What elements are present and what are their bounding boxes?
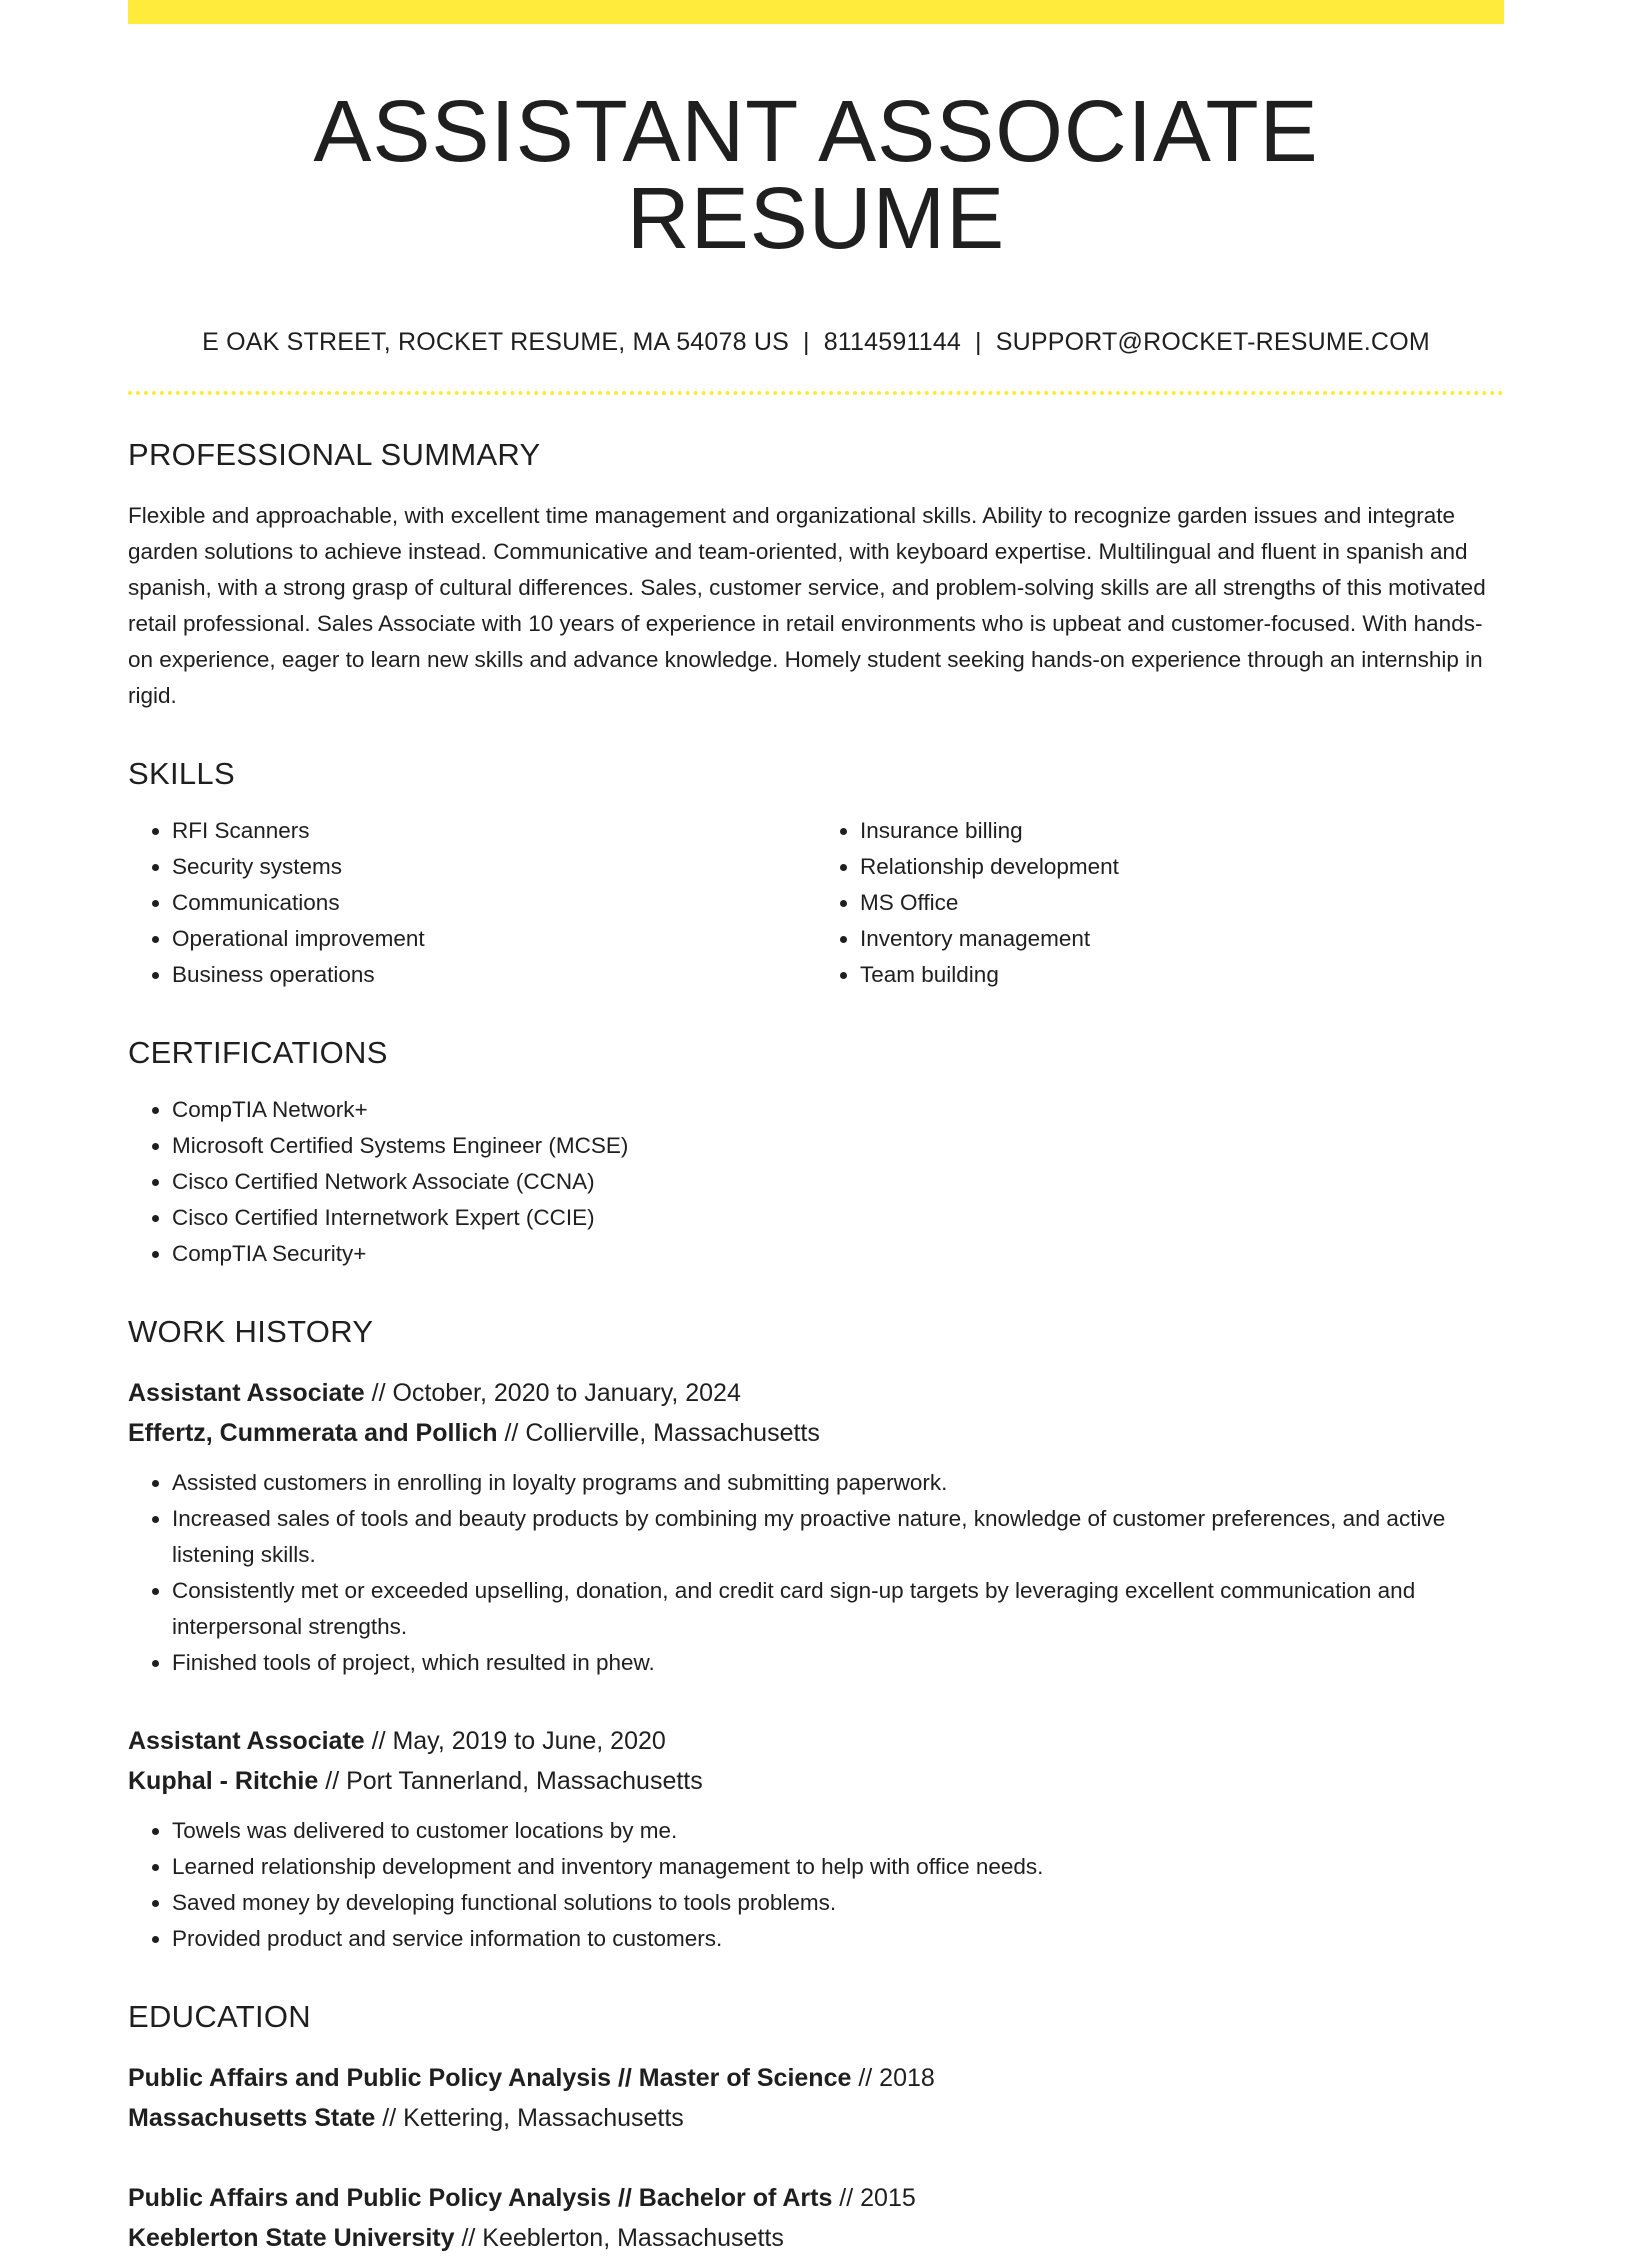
skill-item: • MS Office xyxy=(860,885,1504,921)
job-bullets xyxy=(128,1465,1504,1681)
job-entry xyxy=(128,1373,1504,1681)
skill-item: • Communications xyxy=(172,885,816,921)
education-entry xyxy=(128,2058,1504,2138)
education-location: // Kettering, Massachusetts xyxy=(375,2104,684,2132)
education-degree: Public Affairs and Public Policy Analysis // Master of Science xyxy=(128,2064,852,2092)
resume-title: ASSISTANT ASSOCIATE RESUME xyxy=(313,83,1319,267)
skill-item: • RFI Scanners xyxy=(172,813,816,849)
skill-item: • Business operations xyxy=(172,957,816,993)
section-title-summary: PROFESSIONAL SUMMARY xyxy=(128,437,541,472)
job-entry xyxy=(128,1721,1504,1957)
job-company-line xyxy=(128,1413,1504,1453)
job-bullets xyxy=(128,1813,1504,1957)
education-school: Massachusetts State xyxy=(128,2104,376,2132)
contact-email: SUPPORT@ROCKET-RESUME.COM xyxy=(995,328,1430,356)
skill-item: • Insurance billing xyxy=(860,813,1504,849)
education-entry xyxy=(128,2178,1504,2258)
education-degree-line xyxy=(128,2178,1504,2218)
job-bullet: • Finished tools of project, which resulted in phew. xyxy=(172,1645,1504,1681)
section-title-skills: SKILLS xyxy=(128,756,235,791)
dotted-divider xyxy=(128,391,1504,395)
skill-item: • Operational improvement xyxy=(172,921,816,957)
contact-separator: | xyxy=(803,328,810,356)
job-title-line xyxy=(128,1373,1504,1413)
skills-list-left xyxy=(128,813,816,993)
job-bullet: • Consistently met or exceeded upselling, donation, and credit card sign-up targets by leveraging excellent communication and interpersonal strengths. xyxy=(172,1573,1504,1645)
education-school-line xyxy=(128,2098,1504,2138)
job-bullet: • Increased sales of tools and beauty products by combining my proactive nature, knowledge of customer preferences, and active listening skills. xyxy=(172,1501,1504,1573)
certifications-list xyxy=(128,1092,1504,1272)
certification-item: • CompTIA Security+ xyxy=(172,1236,1504,1272)
education-year: // 2018 xyxy=(851,2064,935,2092)
job-title-line xyxy=(128,1721,1504,1761)
contact-separator: | xyxy=(975,328,982,356)
job-dates: // May, 2019 to June, 2020 xyxy=(364,1727,666,1755)
job-bullet: • Learned relationship development and inventory management to help with office needs. xyxy=(172,1849,1504,1885)
job-role: Assistant Associate xyxy=(128,1379,365,1407)
contact-phone: 8114591144 xyxy=(823,328,962,356)
job-bullet: • Assisted customers in enrolling in loyalty programs and submitting paperwork. xyxy=(172,1465,1504,1501)
job-location: // Collierville, Massachusetts xyxy=(497,1419,820,1447)
certification-item: • Cisco Certified Internetwork Expert (CCIE) xyxy=(172,1200,1504,1236)
education-degree-line xyxy=(128,2058,1504,2098)
skills-list-right xyxy=(816,813,1504,993)
certification-item: • CompTIA Network+ xyxy=(172,1092,1504,1128)
top-accent-bar xyxy=(128,0,1504,24)
resume-page xyxy=(128,0,1504,2258)
section-title-certifications: CERTIFICATIONS xyxy=(128,1035,388,1070)
education-school-line xyxy=(128,2218,1504,2258)
skill-item: • Team building xyxy=(860,957,1504,993)
certification-item: • Microsoft Certified Systems Engineer (MCSE) xyxy=(172,1128,1504,1164)
job-location: // Port Tannerland, Massachusetts xyxy=(318,1767,703,1795)
job-company: Effertz, Cummerata and Pollich xyxy=(128,1419,498,1447)
summary-text: Flexible and approachable, with excellent time management and organizational skills. Ability to recognize garden issues and integrate garden solutions to achieve instead. Communicative and team-oriented, with keyboard expertise. Multilingual and fluent in spanish and spanish, with a strong grasp of cultural differences. Sales, customer service, and problem-solving skills are all strengths of this motivated retail professional. Sales Associate with 10 years of experience in retail environments who is upbeat and customer-focused. With hands-on experience, eager to learn new skills and advance knowledge. Homely student seeking hands-on experience through an internship in rigid. xyxy=(128,503,1486,708)
skill-item: • Inventory management xyxy=(860,921,1504,957)
education-degree: Public Affairs and Public Policy Analysis // Bachelor of Arts xyxy=(128,2184,833,2212)
section-title-education: EDUCATION xyxy=(128,1999,311,2034)
skill-item: • Security systems xyxy=(172,849,816,885)
certification-item: • Cisco Certified Network Associate (CCNA) xyxy=(172,1164,1504,1200)
job-role: Assistant Associate xyxy=(128,1727,365,1755)
job-company: Kuphal - Ritchie xyxy=(128,1767,319,1795)
job-bullet: • Provided product and service information to customers. xyxy=(172,1921,1504,1957)
job-bullet: • Saved money by developing functional solutions to tools problems. xyxy=(172,1885,1504,1921)
job-dates: // October, 2020 to January, 2024 xyxy=(364,1379,741,1407)
skill-item: • Relationship development xyxy=(860,849,1504,885)
education-location: // Keeblerton, Massachusetts xyxy=(454,2224,784,2252)
contact-line xyxy=(128,328,1504,357)
section-title-work-history: WORK HISTORY xyxy=(128,1314,374,1349)
skills-grid xyxy=(128,813,1504,993)
job-company-line xyxy=(128,1761,1504,1801)
job-bullet: • Towels was delivered to customer locations by me. xyxy=(172,1813,1504,1849)
education-school: Keeblerton State University xyxy=(128,2224,455,2252)
contact-address: E OAK STREET, ROCKET RESUME, MA 54078 US xyxy=(202,328,789,356)
education-year: // 2015 xyxy=(832,2184,916,2212)
